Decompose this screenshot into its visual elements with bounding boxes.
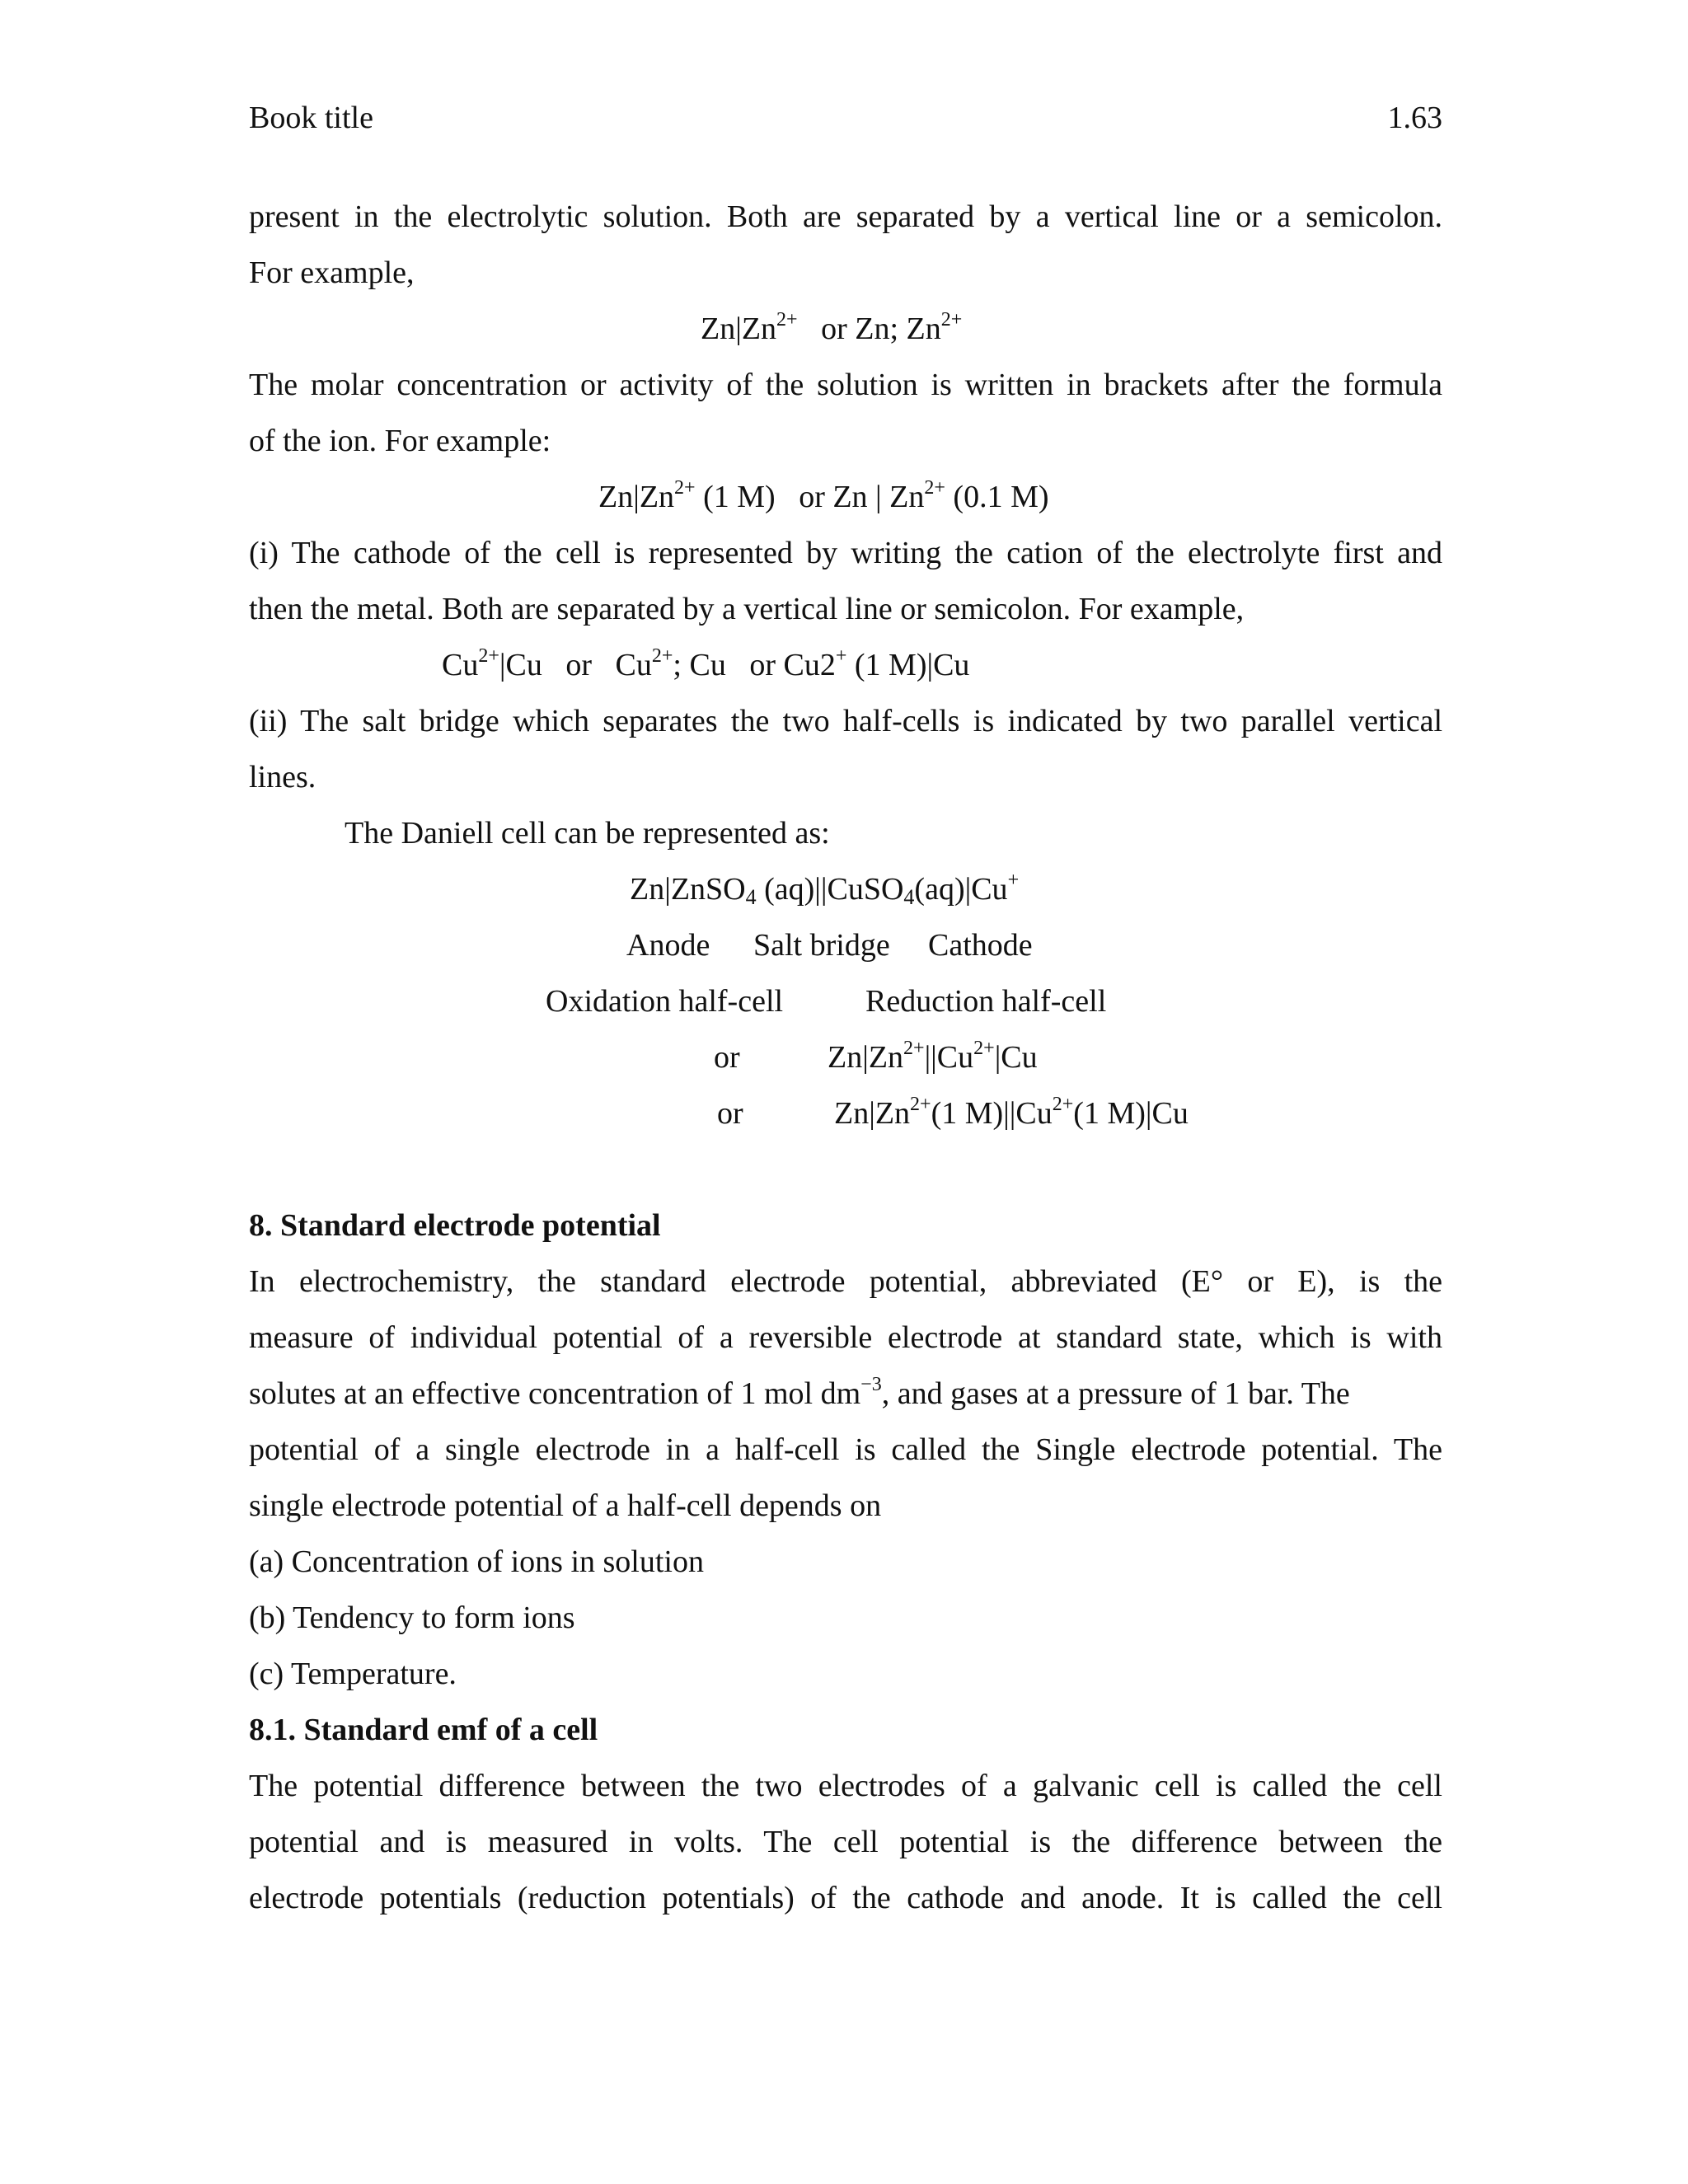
paragraph-line: The potential difference between the two electrodes of a galvanic cell is called the cell	[249, 1769, 1442, 1803]
paragraph-line: (ii) The salt bridge which separates the two half-cells is indicated by two parallel vertical	[249, 704, 1442, 738]
book-title: Book title	[249, 101, 373, 135]
paragraph-line: potential and is measured in volts. The cell potential is the difference between the	[249, 1825, 1442, 1859]
list-item: (c) Temperature.	[249, 1657, 457, 1691]
paragraph-line: of the ion. For example:	[249, 424, 551, 458]
paragraph-line: electrode potentials (reduction potentials) of the cathode and anode. It is called the cell	[249, 1881, 1442, 1915]
alt-formula-2: $Zn|Zn^{2+}(1$ $M)||Cu^{2+}(1$ M)|Cu	[834, 1094, 1189, 1131]
list-item: (b) Tendency to form ions	[249, 1601, 575, 1635]
label-reduction-half-cell: Reduction half-cell	[865, 984, 1107, 1019]
label-cathode: Cathode	[928, 928, 1033, 963]
paragraph-line: then the metal. Both are separated by a vertical line or semicolon. For example,	[249, 592, 1245, 626]
alt-or: or	[717, 1096, 743, 1131]
label-oxidation-half-cell: Oxidation half-cell	[546, 984, 784, 1019]
label-anode: Anode	[626, 928, 710, 963]
paragraph-line: In electrochemistry, the standard electrode potential, abbreviated (E° or E), is the	[249, 1264, 1442, 1299]
paragraph-line: (i) The cathode of the cell is represented by writing the cation of the electrolyte first and	[249, 536, 1442, 570]
list-item: (a) Concentration of ions in solution	[249, 1544, 704, 1579]
paragraph-line: measure of individual potential of a reversible electrode at standard state, which is with	[249, 1320, 1442, 1355]
paragraph-line: present in the electrolytic solution. Both are separated by a vertical line or a semicolon.	[249, 199, 1442, 234]
paragraph-line: For example,	[249, 255, 415, 290]
label-salt-bridge: Salt bridge	[753, 928, 890, 963]
paragraph-line	[249, 1375, 1442, 1413]
daniell-intro: The Daniell cell can be represented as:	[345, 816, 830, 851]
formula-zn-zn2plus: $Zn|Zn^{2+}$ or Zn; $Zn^{2+}$	[701, 309, 963, 346]
paragraph-line: potential of a single electrode in a half-cell is called the Single electrode potential. The	[249, 1432, 1442, 1467]
alt-or: or	[714, 1040, 740, 1075]
formula-concentration: $Zn|Zn^{2+}$ (1 M) or Zn | $Zn^{2+}$ (0.1 M)	[598, 477, 1049, 514]
section-heading: 8.1. Standard emf of a cell	[249, 1713, 598, 1747]
section-heading: 8. Standard electrode potential	[249, 1208, 661, 1243]
daniell-cell-formula: Zn|ZnSO$_4$ (aq)||CuSO$_4$(aq)|Cu+	[630, 869, 1020, 909]
line-part: solutes at an effective concentration of 1 mol $dm^{-3}$, and gases at a pressure of 1 bar. The	[249, 1374, 1350, 1411]
alt-formula-1: $Zn|Zn^{2+}||Cu^{2+}|Cu$	[828, 1038, 1038, 1075]
formula-cathode: $Cu^{2+}|Cu$ or $Cu^{2+}$; Cu or Cu2+ (1 M)|Cu	[442, 645, 970, 682]
paragraph-line: The molar concentration or activity of the solution is written in brackets after the formula	[249, 368, 1442, 402]
paragraph-line: lines.	[249, 760, 316, 794]
page-number: 1.63	[1387, 101, 1442, 135]
paragraph-line: single electrode potential of a half-cell depends on	[249, 1488, 882, 1523]
